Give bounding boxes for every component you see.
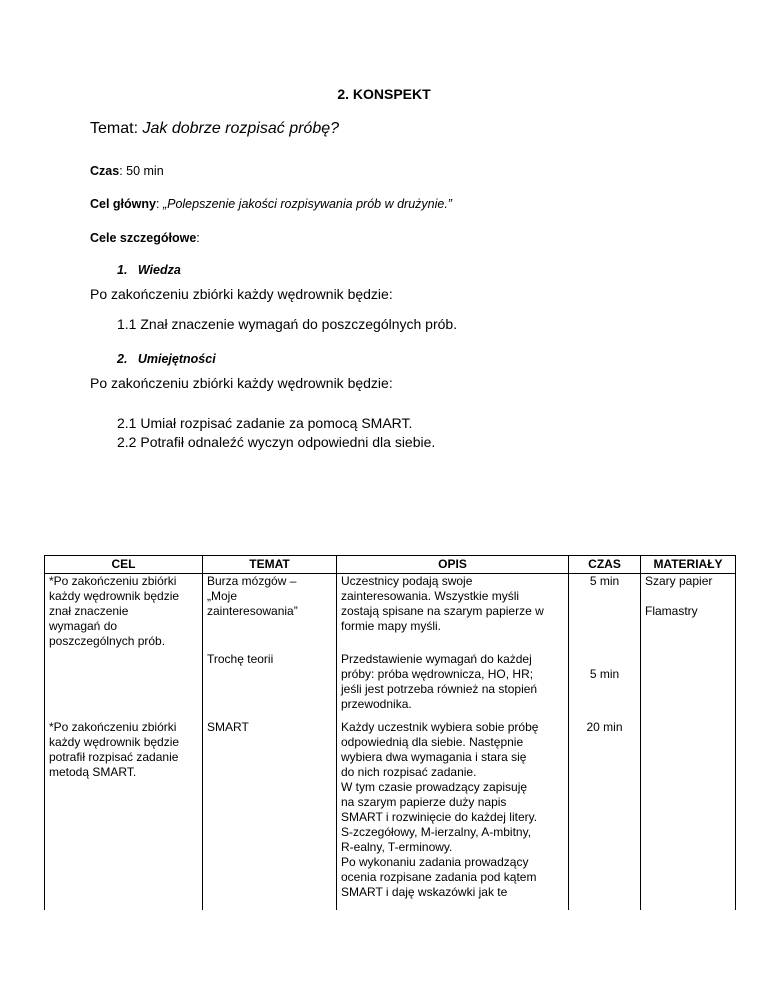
table-row <box>45 574 736 720</box>
detailed-goals-label: Cele szczegółowe <box>90 231 197 245</box>
row2-cel <box>45 720 203 910</box>
cell-line: do nich rozpisać zadanie. <box>341 764 477 779</box>
topic-value: Jak dobrze rozpisać próbę? <box>142 120 340 137</box>
section-1-number: 1. <box>117 263 128 277</box>
cell-line: zainteresowania” <box>207 604 298 618</box>
table-header-row <box>45 556 736 574</box>
cell-line: ocenia rozpisane zadania pod kątem <box>341 869 537 884</box>
header-temat: TEMAT <box>203 556 337 574</box>
section-1-heading <box>117 263 181 277</box>
cell-line: zostają spisane na szarym papierze w <box>341 604 544 618</box>
cell-line: potrafił rozpisać zadanie <box>49 749 179 764</box>
cell-line: znał znaczenie <box>49 604 129 618</box>
row1-opis <box>337 574 569 720</box>
cell-line: Flamastry <box>645 604 698 618</box>
cell-line: wybiera dwa wymagania i stara się <box>341 749 527 764</box>
cell-line: *Po zakończeniu zbiórki <box>49 574 177 588</box>
cell-line: jeśli jest potrzeba również na stopień <box>341 682 538 696</box>
cell-line: W tym czasie prowadzący zapisuję <box>341 779 528 794</box>
cell-line: zainteresowania. Wszystkie myśli <box>341 589 520 603</box>
section-2-item-2: 2.2 Potrafił odnaleźć wyczyn odpowiedni dla siebie. <box>117 434 436 450</box>
header-opis: OPIS <box>337 556 569 574</box>
main-goal-value: „Polepszenie jakości rozpisywania prób w drużynie.” <box>162 197 452 211</box>
page-heading: 2. KONSPEKT <box>337 86 431 102</box>
section-2-title: Umiejętności <box>137 352 216 366</box>
row1-cel <box>45 574 203 720</box>
section-1-intro: Po zakończeniu zbiórki każdy wędrownik będzie: <box>90 286 393 302</box>
duration-line <box>90 164 164 178</box>
main-goal-label: Cel główny <box>90 197 156 211</box>
cell-line: każdy wędrownik będzie <box>49 589 180 603</box>
cell-line: przewodnika. <box>341 697 412 711</box>
cell-line: Po wykonaniu zadania prowadzący <box>341 854 529 869</box>
cell-line: R-ealny, T-erminowy. <box>341 839 453 854</box>
cell-line: 5 min <box>589 667 620 681</box>
section-2-number: 2. <box>117 352 128 366</box>
row2-czas <box>569 720 641 910</box>
cell-line: wymagań do <box>49 619 118 633</box>
cell-line: metodą SMART. <box>49 764 137 779</box>
detailed-goals-line <box>90 231 200 245</box>
row1-czas <box>569 574 641 720</box>
header-cel: CEL <box>45 556 203 574</box>
cell-line: *Po zakończeniu zbiórki <box>49 719 177 734</box>
row1-temat <box>203 574 337 720</box>
section-1-title: Wiedza <box>137 263 181 277</box>
cell-line: „Moje <box>207 589 238 603</box>
header-materialy: MATERIAŁY <box>641 556 736 574</box>
lesson-plan-table <box>44 555 736 910</box>
main-goal-line: Cel główny: „Polepszenie jakości rozpisywania prób w drużynie.” <box>90 197 452 211</box>
cell-line: próby: próba wędrownicza, HO, HR; <box>341 667 534 681</box>
section-2-intro: Po zakończeniu zbiórki każdy wędrownik będzie: <box>90 375 393 391</box>
cell-line: poszczególnych prób. <box>49 634 166 648</box>
cell-line: Burza mózgów – <box>207 574 297 588</box>
row1-materialy <box>641 574 736 720</box>
duration-label: Czas <box>90 164 120 178</box>
detailed-goals-suffix: : <box>196 231 200 245</box>
header-czas: CZAS <box>569 556 641 574</box>
table-row <box>45 720 736 910</box>
cell-line: odpowiednią dla siebie. Następnie <box>341 734 524 749</box>
cell-line: Uczestnicy podają swoje <box>341 574 473 588</box>
cell-line: SMART <box>207 719 249 734</box>
cell-line: Trochę teorii <box>207 652 274 666</box>
cell-line: Szary papier <box>645 574 713 588</box>
cell-line: na szarym papierze duży napis <box>341 794 507 809</box>
cell-line: S-zczegółowy, M-ierzalny, A-mbitny, <box>341 824 532 839</box>
cell-line: każdy wędrownik będzie <box>49 734 180 749</box>
duration-value: : 50 min <box>119 164 164 178</box>
topic-label: Temat <box>90 120 134 137</box>
section-2-item-1: 2.1 Umiał rozpisać zadanie za pomocą SMART. <box>117 415 413 431</box>
row2-opis <box>337 720 569 910</box>
section-2-heading <box>117 352 216 366</box>
row2-temat <box>203 720 337 910</box>
row2-materialy <box>641 720 736 910</box>
cell-line: SMART i daję wskazówki jak te <box>341 884 508 899</box>
cell-line: Każdy uczestnik wybiera sobie próbę <box>341 719 539 734</box>
cell-line: 20 min <box>586 719 623 734</box>
cell-line: SMART i rozwinięcie do każdej litery. <box>341 809 538 824</box>
cell-line: Przedstawienie wymagań do każdej <box>341 652 532 666</box>
cell-line: formie mapy myśli. <box>341 619 442 633</box>
cell-line: 5 min <box>589 574 620 588</box>
section-1-item: 1.1 Znał znaczenie wymagań do poszczególnych prób. <box>117 316 458 332</box>
topic-line: Temat: Jak dobrze rozpisać próbę? <box>90 120 340 137</box>
